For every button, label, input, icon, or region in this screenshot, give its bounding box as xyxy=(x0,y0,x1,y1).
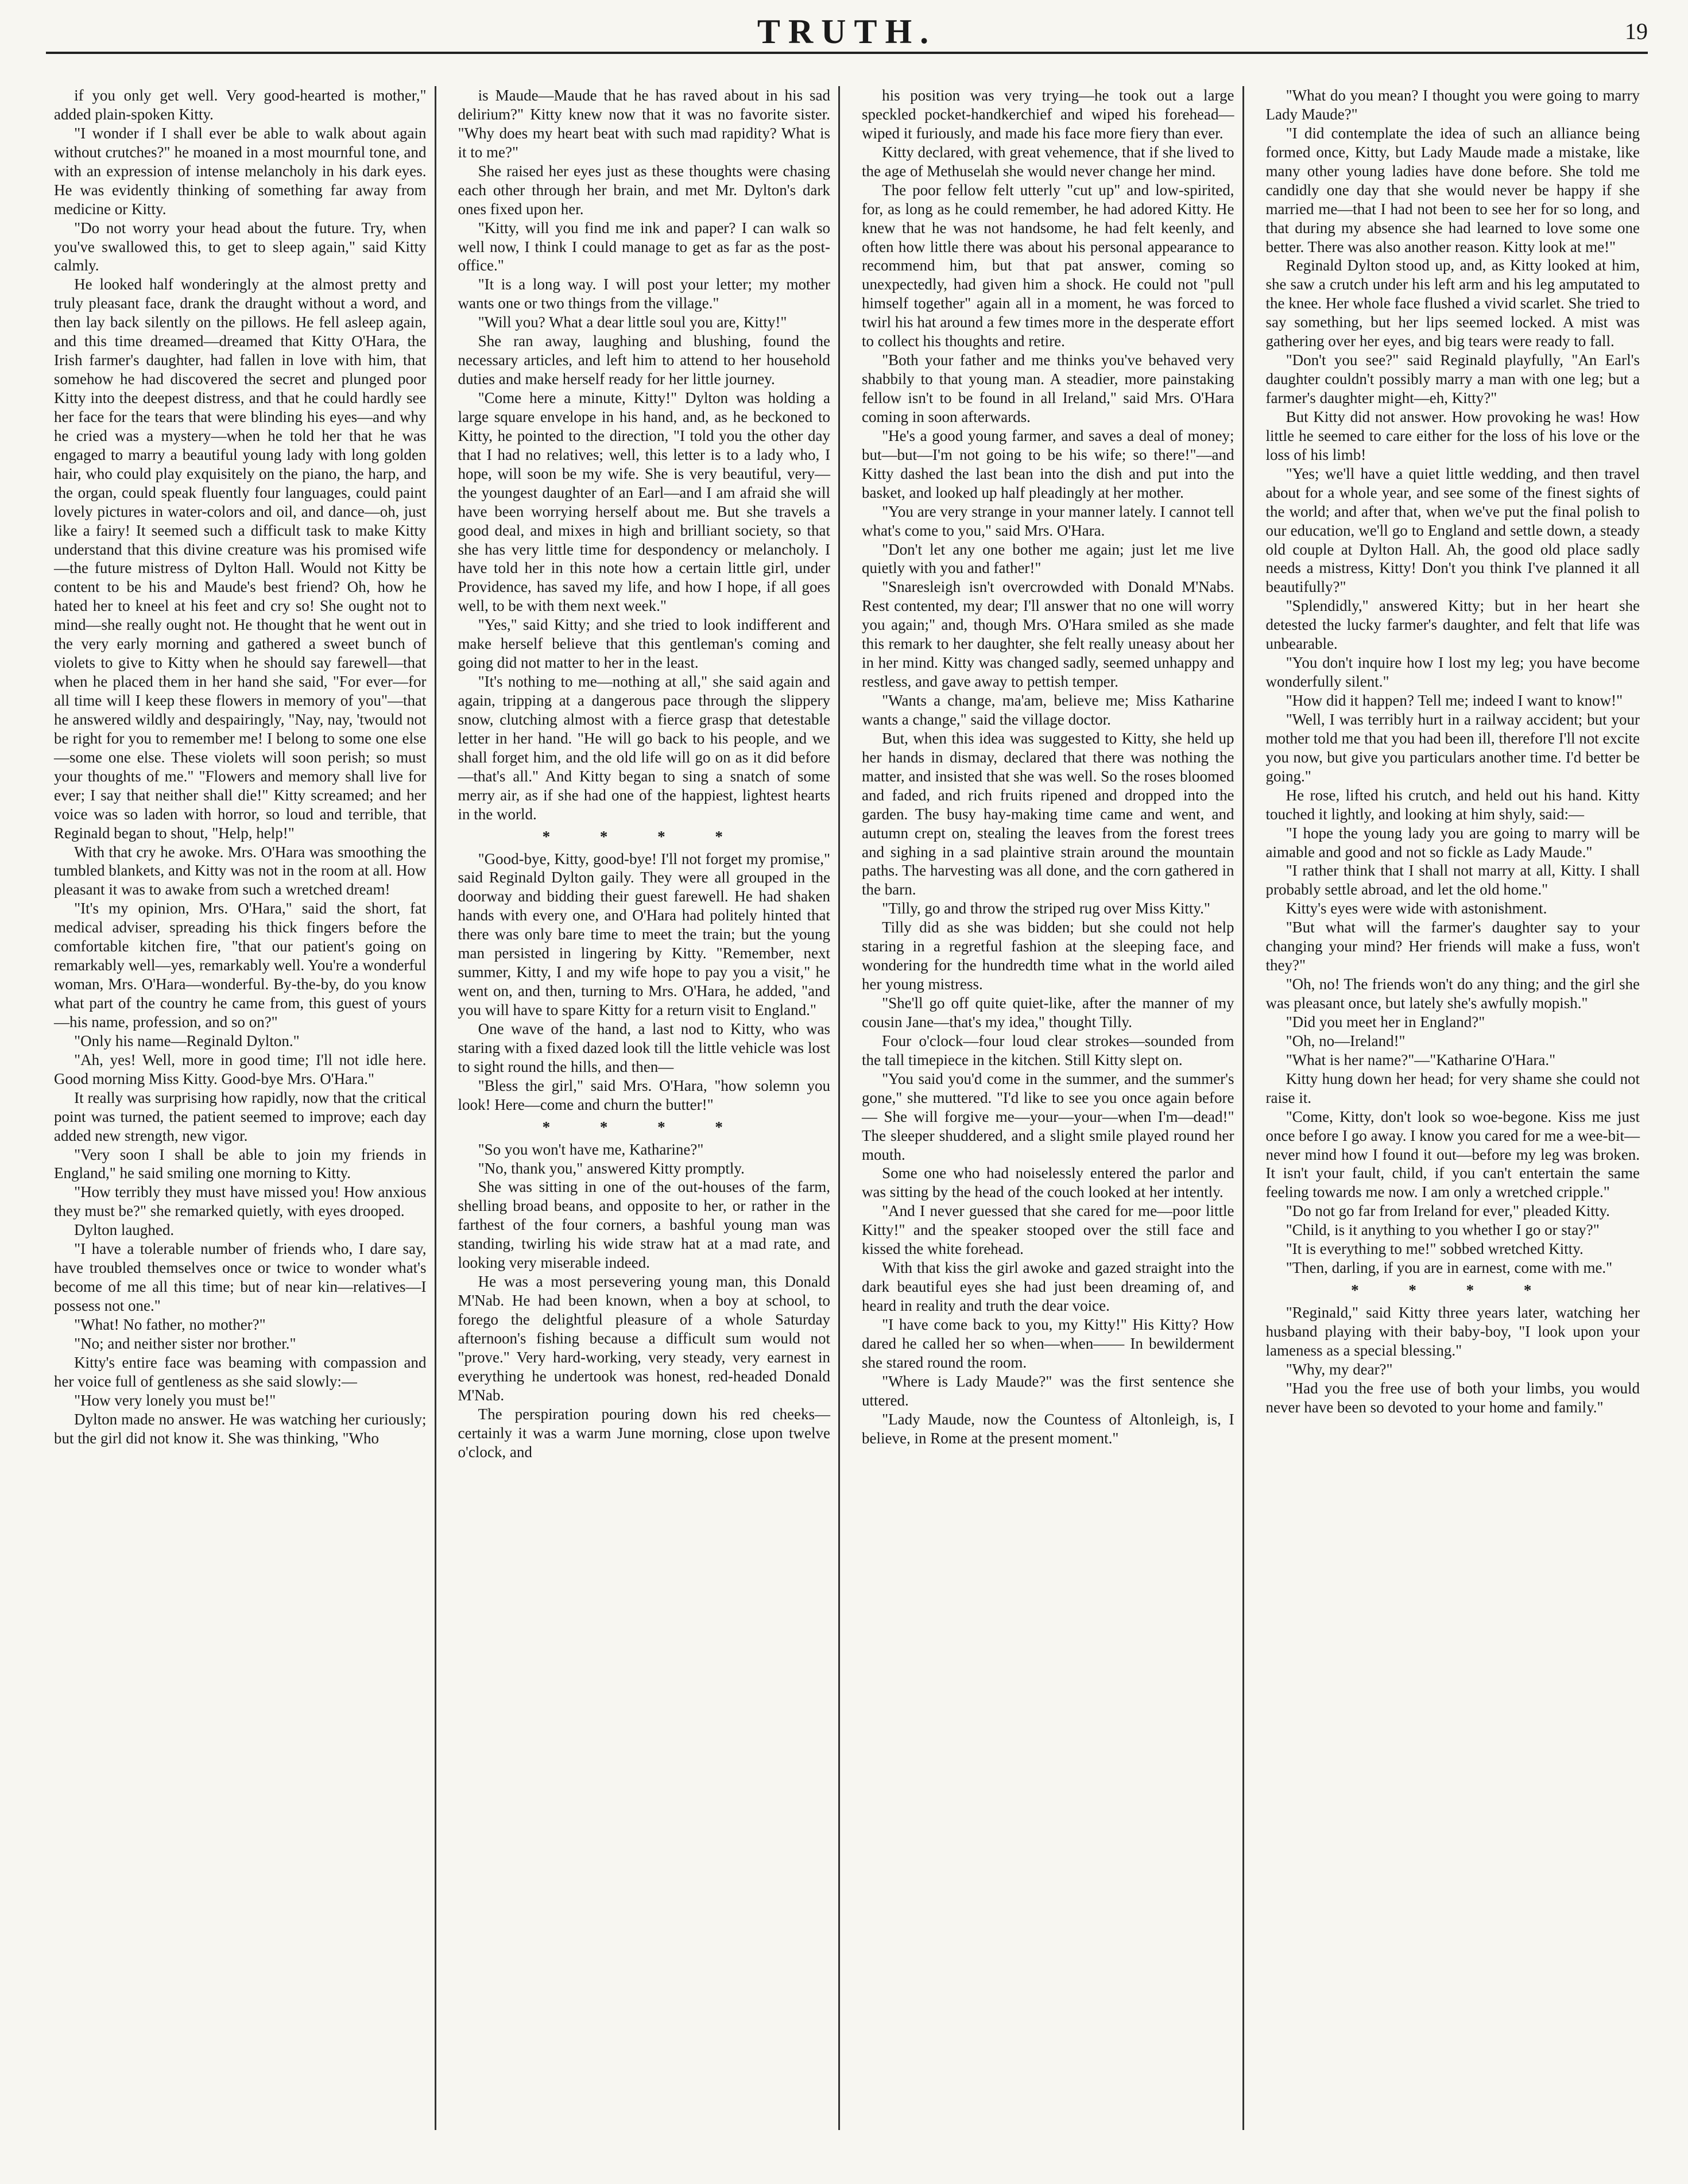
paragraph: "Very soon I shall be able to join my friends in England," he said smiling one morning to Kitty. xyxy=(54,1145,427,1182)
paragraph: One wave of the hand, a last nod to Kitty, who was staring with a fixed dazed look till the little vehicle was lost to sight round the hills, and then— xyxy=(458,1020,830,1075)
paragraph: "Had you the free use of both your limbs, you would never have been so devoted to your home and family." xyxy=(1265,1379,1640,1416)
paragraph: "Don't let any one bother me again; just let me live quietly with you and father!" xyxy=(862,540,1234,577)
column-3 xyxy=(854,86,1244,2130)
paragraph: if you only get well. Very good-hearted is mother," added plain-spoken Kitty. xyxy=(54,87,427,123)
paragraph: Kitty declared, with great vehemence, that if she lived to the age of Methuselah she would never change her mind. xyxy=(862,143,1234,180)
paragraph: "Did you meet her in England?" xyxy=(1286,1013,1485,1031)
paragraph: "Splendidly," answered Kitty; but in her heart she detested the lucky farmer's daughter, and felt that life was unbearable. xyxy=(1265,597,1640,653)
paragraph: "Will you? What a dear little soul you are, Kitty!" xyxy=(478,313,787,331)
column-2 xyxy=(450,86,841,2130)
paragraph: his position was very trying—he took out a large speckled pocket-handkerchief and wiped his forehead—wiped it furiously, and made his face more fiery than ever. xyxy=(862,87,1234,142)
paragraph: "How very lonely you must be!" xyxy=(74,1391,276,1409)
paragraph: "She'll go off quite quiet-like, after the manner of my cousin Jane—that's my idea," thought Tilly. xyxy=(862,994,1234,1031)
paragraph: Four o'clock—four loud clear strokes—sounded from the tall timepiece in the kitchen. Still Kitty slept on. xyxy=(862,1032,1234,1068)
paragraph: She was sitting in one of the out-houses of the farm, shelling broad beans, and opposite to her, or rather in the farthest of the four corners, a bashful young man was standing, twirling his wide straw hat at a mad rate, and looking very miserable indeed. xyxy=(458,1178,830,1272)
paragraph: "I hope the young lady you are going to marry will be aimable and good and not so fickle as Lady Maude." xyxy=(1265,824,1640,861)
paragraph: Kitty's eyes were wide with astonishment. xyxy=(1286,900,1547,917)
paragraph: Reginald Dylton stood up, and, as Kitty looked at him, she saw a crutch under his left arm and his leg amputated to the knee. Her whole face flushed a vivid scarlet. She tried to say something, but her lips seemed locked. A mist was gathering over her eyes, and big tears were ready to fall. xyxy=(1265,257,1640,350)
paragraph: "But what will the farmer's daughter say to your changing your mind? Her friends will make a fuss, won't they?" xyxy=(1265,919,1640,974)
paragraph: "It's nothing to me—nothing at all," she said again and again, tripping at a dangerous pace through the slippery snow, clutching almost with a fierce grasp that detestable letter in her hand. "He will go back to his people, and we shall forget him, and the old life will go on as it did before—that's all." And Kitty began to sing a snatch of some merry air, as if she had one of the happiest, lightest hearts in the world. xyxy=(458,673,830,823)
masthead: TRUTH. xyxy=(757,13,937,51)
paragraph: "Yes; we'll have a quiet little wedding, and then travel about for a whole year, and see some of the finest sights of the world; and after that, when we've put the final polish to our education, we'll go to England and settle down, a steady old couple at Dylton Hall. Ah, the good old place sadly needs a mistress, Kitty! Don't you think I've planned it all beautifully?" xyxy=(1265,464,1640,596)
paragraph: Kitty's entire face was beaming with compassion and her voice full of gentleness as she said slowly:— xyxy=(54,1353,427,1390)
paragraph: Some one who had noiselessly entered the parlor and was sitting by the head of the couch looked at her intently. xyxy=(862,1164,1234,1201)
paragraph: "He's a good young farmer, and saves a deal of money; but—but—I'm not going to be his wife; so there!"—and Kitty dashed the last bean into the dish and put into the basket, and looked up half pleadingly at her mother. xyxy=(862,427,1234,501)
paragraph: "How did it happen? Tell me; indeed I want to know!" xyxy=(1286,692,1623,709)
paragraph: "Good-bye, Kitty, good-bye! I'll not forget my promise," said Reginald Dylton gaily. They were all grouped in the doorway and bidding their guest farewell. He had shaken hands with every one, and O'Hara had politely hinted that there was only bare time to meet the train; but the young man persisted in lingering by Kitty. "Remember, next summer, Kitty, I and my wife hope to pay you a visit," he went on, and then, turning to Mrs. O'Hara, he added, "and you will have to spare Kitty for a return visit to England." xyxy=(458,850,830,1019)
paragraph: But Kitty did not answer. How provoking he was! How little he seemed to care either for the loss of his love or the loss of his limb! xyxy=(1265,408,1640,463)
paragraph: Kitty hung down her head; for very shame she could not raise it. xyxy=(1265,1070,1640,1106)
paragraph: "Oh, no—Ireland!" xyxy=(1286,1032,1406,1050)
paragraph: "Tilly, go and throw the striped rug over Miss Kitty." xyxy=(882,900,1210,917)
page-header xyxy=(46,11,1648,54)
paragraph: "Come, Kitty, don't look so woe-begone. Kiss me just once before I go away. I know you cared for me a wee-bit—never mind how I found it out—before my leg was broken. It isn't your fault, child, if you can't entertain the same feeling towards me now. I am only a wretched cripple." xyxy=(1265,1108,1640,1201)
paragraph: "No; and neither sister nor brother." xyxy=(74,1334,296,1352)
paragraph: "What do you mean? I thought you were going to marry Lady Maude?" xyxy=(1265,87,1640,123)
paragraph: "I have come back to you, my Kitty!" His Kitty? How dared he called her so when—when—— In bewilderment she stared round the room. xyxy=(862,1315,1234,1371)
paragraph: "Ah, yes! Well, more in good time; I'll not idle here. Good morning Miss Kitty. Good-bye Mrs. O'Hara." xyxy=(54,1051,427,1087)
paragraph: "Snaresleigh isn't overcrowded with Donald M'Nabs. Rest contented, my dear; I'll answer that no one will worry you again;" and, though Mrs. O'Hara smiled as she made this remark to her daughter, she felt really uneasy about her in her mind. Kitty was changed sadly, seemed unhappy and restless, and gave away to pettish temper. xyxy=(862,578,1234,691)
column-4 xyxy=(1258,86,1648,2130)
paragraph: "Reginald," said Kitty three years later, watching her husband playing with their baby-boy, "I look upon your lameness as a special blessing." xyxy=(1265,1304,1640,1359)
paragraph: "Only his name—Reginald Dylton." xyxy=(74,1032,300,1050)
paragraph: He looked half wonderingly at the almost pretty and truly pleasant face, drank the draught without a word, and then lay back silently on the pillows. He fell asleep again, and this time dreamed—dreamed that Kitty O'Hara, the Irish farmer's daughter, had fallen in love with him, that somehow he had discovered the secret and plunged poor Kitty into the deepest distress, and that he could hardly see her face for the tears that were blinding his eyes—and why he cried was a mystery—when he told her that he was engaged to marry a beautiful young lady with long golden hair, who could play exquisitely on the piano, the harp, and the organ, could speak fluently four languages, could paint lovely pictures in water-colors and oil, and dance—oh, just like a fairy! It seemed such a difficult task to make Kitty understand that this divine creature was his promised wife—the future mistress of Dylton Hall. Would not Kitty be content to be his and Maude's best friend? Oh, how he hated her to kneel at his feet and cry so! She ought not to mind—she really ought not. He thought that he went out in the very early morning and gathered a sweet bunch of violets to give to Kitty when he should say farewell—that when he placed them in her hand she said, "For ever—for all time will I keep these flowers in memory of you"—that he answered wildly and despairingly, "Nay, nay, 'twould not be right for you to remember me! I belong to some one else—some one else. These violets will soon perish; so must your thoughts of me." "Flowers and memory shall live for ever; I say that neither shall die!" Kitty screamed; and her voice was so laden with horror, so loud and terrible, that Reginald began to shout, "Help, help!" xyxy=(54,276,427,842)
paragraph: "I wonder if I shall ever be able to walk about again without crutches?" he moaned in a most mournful tone, and with an expression of intense melancholy in his dark eyes. He was evidently thinking of something far away from medicine or Kitty. xyxy=(54,124,427,218)
section-break: * * * * xyxy=(542,827,746,845)
paragraph: "It is everything to me!" sobbed wretched Kitty. xyxy=(1286,1240,1584,1258)
paragraph: "Then, darling, if you are in earnest, come with me." xyxy=(1286,1259,1613,1277)
paragraph: "No, thank you," answered Kitty promptly. xyxy=(478,1159,745,1177)
paragraph: "You are very strange in your manner lately. I cannot tell what's come to you," said Mrs. O'Hara. xyxy=(862,502,1234,539)
section-break: * * * * xyxy=(542,1118,746,1136)
paragraph: "How terribly they must have missed you! How anxious they must be?" she remarked quietly, with eyes drooped. xyxy=(54,1183,427,1220)
paragraph: "Do not worry your head about the future. Try, when you've swallowed this, to get to sleep again," said Kitty calmly. xyxy=(54,219,427,274)
paragraph: "And I never guessed that she cared for me—poor little Kitty!" and the speaker stooped over the still face and kissed the white forehead. xyxy=(862,1202,1234,1258)
paragraph: Tilly did as she was bidden; but she could not help staring in a regretful fashion at the sleeping face, and wondering for the hundredth time what in the world ailed her young mistress. xyxy=(862,919,1234,993)
paragraph: "Don't you see?" said Reginald playfully, "An Earl's daughter couldn't possibly marry a man with one leg; but a farmer's daughter might—eh, Kitty?" xyxy=(1265,351,1640,406)
paragraph: "So you won't have me, Katharine?" xyxy=(478,1140,704,1158)
paragraph: "I did contemplate the idea of such an alliance being formed once, Kitty, but Lady Maude made a mistake, like many other young ladies have done before. She told me candidly one day that she would never be happy if she married me—that I had not been to see her for so long, and that during my absence she had learned to love some one better. There was also another reason. Kitty look at me!" xyxy=(1265,124,1640,255)
paragraph: "You said you'd come in the summer, and the summer's gone," she muttered. "I'd like to see you once again before— She will forgive me—your—your—when I'm—dead!" The sleeper shuddered, and a slight smile played round her mouth. xyxy=(862,1070,1234,1163)
paragraph: "Yes," said Kitty; and she tried to look indifferent and make herself believe that this gentleman's coming and going did not matter to her in the least. xyxy=(458,616,830,672)
paragraph: Dylton laughed. xyxy=(74,1221,175,1239)
paragraph: "I have a tolerable number of friends who, I dare say, have troubled themselves once or twice to wonder what's become of me all this time; but of near kin—relatives—I possess not one." xyxy=(54,1240,427,1314)
paragraph: "Oh, no! The friends won't do any thing; and the girl she was pleasant once, but lately she's awfully mopish." xyxy=(1265,975,1640,1012)
paragraph: The poor fellow felt utterly "cut up" and low-spirited, for, as long as he could remember, he had adored Kitty. He knew that he was not handsome, he had felt keenly, and often how little there was about his personal appearance to recommend him, but that pat answer, coming so unexpectedly, had given him a shock. He could not "pull himself together" again all in a moment, he was forced to twirl his hat around a few times more in the desperate effort to collect his thoughts and retire. xyxy=(862,181,1234,350)
paragraph: It really was surprising how rapidly, now that the critical point was turned, the patient seemed to improve; each day added new strength, new vigor. xyxy=(54,1089,427,1144)
paragraph: "It is a long way. I will post your letter; my mother wants one or two things from the village." xyxy=(458,276,830,312)
paragraph: He was a most persevering young man, this Donald M'Nab. He had been known, when a boy at school, to forego the delightful pleasure of a whole Saturday afternoon's fishing because a difficult sum would not "prove." Very hard-working, very steady, very earnest in everything he undertook was honest, red-headed Donald M'Nab. xyxy=(458,1273,830,1404)
paragraph: "What! No father, no mother?" xyxy=(74,1315,266,1333)
paragraph: "Come here a minute, Kitty!" Dylton was holding a large square envelope in his hand, and, as he beckoned to Kitty, he pointed to the direction, "I told you the other day that I had no relatives; well, this letter is to a lady who, I hope, will soon be my wife. She is very beautiful, very—the youngest daughter of an Earl—and I am afraid she will have been worrying herself about me. But she travels a good deal, and mixes in high and brilliant society, so that she has very little time for despondency or melancholy. I have told her in this note how a certain little girl, under Providence, has saved my life, and how I hope, if all goes well, to be with them next week." xyxy=(458,389,830,615)
section-break: * * * * xyxy=(1351,1281,1555,1299)
paragraph: "Wants a change, ma'am, believe me; Miss Katharine wants a change," said the village doctor. xyxy=(862,692,1234,728)
paragraph: "Do not go far from Ireland for ever," pleaded Kitty. xyxy=(1286,1202,1610,1220)
paragraph: She raised her eyes just as these thoughts were chasing each other through her brain, and met Mr. Dylton's dark ones fixed upon her. xyxy=(458,162,830,218)
paragraph: Dylton made no answer. He was watching her curiously; but the girl did not know it. She was thinking, "Who xyxy=(54,1410,427,1447)
paragraph: "Both your father and me thinks you've behaved very shabbily to that young man. A steadier, more painstaking fellow isn't to be found in all Ireland," said Mrs. O'Hara coming in soon afterwards. xyxy=(862,351,1234,425)
paragraph: With that kiss the girl awoke and gazed straight into the dark beautiful eyes she had just been dreaming of, and heard in reality and truth the dear voice. xyxy=(862,1259,1234,1314)
paragraph: "Well, I was terribly hurt in a railway accident; but your mother told me that you had been ill, therefore I'll not excite you now, but give you particulars another time. I'd better be going." xyxy=(1265,710,1640,785)
paragraph: "Why, my dear?" xyxy=(1286,1360,1393,1378)
paragraph: She ran away, laughing and blushing, found the necessary articles, and left him to attend to her household duties and make herself ready for her little journey. xyxy=(458,332,830,388)
paragraph: "Lady Maude, now the Countess of Altonleigh, is, I believe, in Rome at the present moment." xyxy=(862,1410,1234,1447)
paragraph: "Bless the girl," said Mrs. O'Hara, "how solemn you look! Here—come and churn the butter!" xyxy=(458,1076,830,1113)
paragraph: is Maude—Maude that he has raved about in his sad delirium?" Kitty knew now that it was no favorite sister. "Why does my heart beat with such mad rapidity? What is it to me?" xyxy=(458,87,830,161)
column-1 xyxy=(46,86,436,2130)
paragraph: "Child, is it anything to you whether I go or stay?" xyxy=(1286,1221,1600,1239)
paragraph: He rose, lifted his crutch, and held out his hand. Kitty touched it lightly, and looking at him shyly, said:— xyxy=(1265,786,1640,823)
page-number: 19 xyxy=(1625,18,1648,44)
paragraph: The perspiration pouring down his red cheeks—certainly it was a warm June morning, close upon twelve o'clock, and xyxy=(458,1405,830,1461)
paragraph: With that cry he awoke. Mrs. O'Hara was smoothing the tumbled blankets, and Kitty was not in the room at all. How pleasant it was to awake from such a wretched dream! xyxy=(54,843,427,899)
paragraph: "It's my opinion, Mrs. O'Hara," said the short, fat medical adviser, spreading his thick fingers before the comfortable kitchen fire, "that our patient's going on remarkably well—yes, remarkably well. You're a wonderful woman, Mrs. O'Hara—wonderful. By-the-by, do you know what part of the country he came from, this guest of yours—his name, profession, and so on?" xyxy=(54,900,427,1031)
paragraph: "You don't inquire how I lost my leg; you have become wonderfully silent." xyxy=(1265,654,1640,691)
paragraph: "Where is Lady Maude?" was the first sentence she uttered. xyxy=(862,1372,1234,1409)
paragraph: "What is her name?"—"Katharine O'Hara." xyxy=(1286,1051,1556,1068)
article-columns xyxy=(46,86,1648,2130)
paragraph: "I rather think that I shall not marry at all, Kitty. I shall probably settle abroad, and let the old home." xyxy=(1265,862,1640,899)
paragraph: "Kitty, will you find me ink and paper? I can walk so well now, I think I could manage to get as far as the post-office." xyxy=(458,219,830,274)
paragraph: But, when this idea was suggested to Kitty, she held up her hands in dismay, declared that there was nothing the matter, and insisted that she was well. So the roses bloomed and faded, and rich fruits ripened and dropped into the garden. The busy hay-making time came and went, and autumn crept on, stealing the leaves from the forest trees and sighing in a sad plaintive strain around the mountain paths. The harvesting was all done, and the corn gathered in the barn. xyxy=(862,729,1234,899)
